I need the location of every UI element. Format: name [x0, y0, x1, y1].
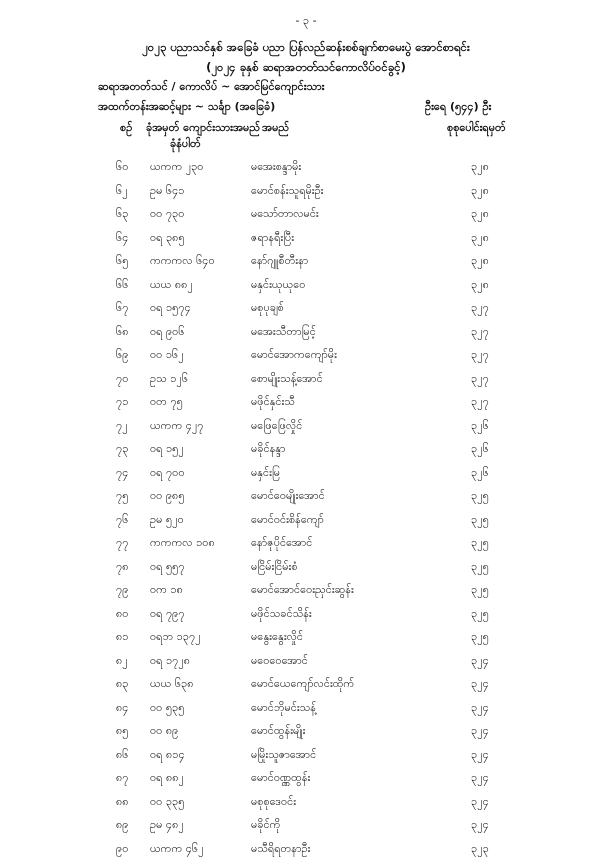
total-score: ၃၂၄ [471, 701, 489, 717]
table-row [0, 344, 612, 368]
student-name: မနှင်းမြ [251, 466, 280, 482]
table-row [0, 321, 612, 345]
row-number: ၆၉ [116, 348, 128, 364]
student-name: မနှင်းယုယုဝေ [251, 278, 305, 294]
row-number: ၇၅ [116, 489, 128, 505]
total-score: ၃၂၆ [471, 466, 489, 482]
roll-number: ဝရ ၉၀၆ [150, 325, 185, 341]
total-score: ၃၂၈ [471, 160, 489, 176]
document-title: ၂၀၂၃ ပညာသင်နှစ် အခြေခံ ပညာ ပြန်လည်ဆန်းစစ်ချက်စာမေးပွဲ အောင်စာရင်း [0, 40, 612, 57]
table-row [0, 650, 612, 674]
table-row [0, 156, 612, 180]
row-number: ၇၃ [116, 442, 128, 458]
row-number: ၇၄ [116, 466, 128, 482]
total-score: ၃၂၄ [471, 748, 489, 764]
student-name: မောင်ဝင်းစိန်ကျော် [251, 513, 324, 529]
roll-number: ဥမ ၄၈၂ [150, 818, 184, 834]
student-name: မမြိုးသူဇာအောင် [251, 748, 316, 764]
table-row [0, 603, 612, 627]
table-row [0, 697, 612, 721]
header-roll-number: ခုံနံပါတ် [170, 137, 201, 153]
total-score: ၃၂၇ [471, 348, 489, 364]
row-number: ၇၁ [116, 395, 128, 411]
total-score: ၃၂၅ [471, 560, 489, 576]
total-score: ၃၂၈ [471, 231, 489, 247]
table-row [0, 579, 612, 603]
student-name: မစုစုဒေဝင်း [251, 795, 296, 811]
table-row [0, 556, 612, 580]
total-score: ၃၂၇ [471, 372, 489, 388]
total-score: ၃၂၈ [471, 254, 489, 270]
student-name: မောင်ယေကျော်လင်းထိုက် [251, 677, 354, 693]
roll-number: ဝဝ ၁၆၂ [150, 348, 184, 364]
student-name: မဖိုင်နှင်းသီ [251, 395, 295, 411]
subject-total: ဦးရေ (၅၄၄) ဦး [425, 100, 491, 116]
header-roll: ခုံအမှတ် ကျောင်းသားအမည် [146, 121, 260, 137]
row-number: ၆၅ [116, 254, 128, 270]
total-score: ၃၂၅ [471, 513, 489, 529]
row-number: ၇၈ [116, 560, 128, 576]
total-score: ၃၂၄ [471, 724, 489, 740]
header-name: အမည် [262, 121, 289, 137]
student-name: မအေးစန္ဒာမိုး [251, 160, 301, 176]
roll-number: ယယ ၈၈၂ [150, 278, 193, 294]
table-row [0, 767, 612, 791]
total-score: ၃၂၅ [471, 630, 489, 646]
student-name: နော်ဇုပိုင်အောင် [251, 536, 312, 552]
roll-number: ဝက ၁၈ [150, 583, 183, 599]
table-row [0, 626, 612, 650]
row-number: ၆၃ [116, 207, 128, 223]
student-name: မောင်အောင်ဝေးညှင်းဆွန်း [251, 583, 354, 599]
row-number: ၆၆ [116, 278, 128, 294]
row-number: ၈၁ [116, 630, 128, 646]
roll-number: ဝရ ၃၈၅ [150, 231, 185, 247]
row-number: ၈၅ [116, 724, 128, 740]
header-total: စုစုပေါင်းရမှတ် [447, 121, 506, 137]
table-row [0, 509, 612, 533]
student-name: မခိုင်နန္ဒာ [251, 442, 285, 458]
total-score: ၃၂၈ [471, 278, 489, 294]
row-number: ၈၀ [116, 607, 128, 623]
roll-number: ယကက ၂၃၀ [150, 160, 203, 176]
table-row [0, 744, 612, 768]
student-name: မောင်ဝေမျိုးအောင် [251, 489, 325, 505]
header-no: စဉ် [120, 121, 132, 137]
table-row [0, 180, 612, 204]
student-name: မောင်ထွန်းမျိုး [251, 724, 305, 740]
total-score: ၃၂၄ [471, 677, 489, 693]
total-score: ၃၂၄ [471, 795, 489, 811]
roll-number: ကကကလ ၁၀၈ [150, 536, 215, 552]
roll-number: ဝဝ ၃၃၅ [150, 795, 184, 811]
table-row [0, 274, 612, 298]
row-number: ၆၂ [116, 184, 128, 200]
row-number: ၆၄ [116, 231, 128, 247]
roll-number: ကကကလ ၆၄၀ [150, 254, 215, 270]
roll-number: ဝဝ ၉၈၅ [150, 489, 185, 505]
row-number: ၆၀ [116, 160, 128, 176]
roll-number: ဝရ ၁၇၂၈ [150, 654, 190, 670]
table-row [0, 720, 612, 744]
roll-number: ဝဝ ၅၃၅ [150, 701, 184, 717]
section-heading: ဆရာအတတ်သင် / ကောလိပ် ~ အောင်မြင်ကျောင်းသား [98, 80, 324, 96]
total-score: ၃၂၅ [471, 607, 489, 623]
table-row [0, 415, 612, 439]
row-number: ၆၇ [116, 301, 128, 317]
student-name: မနွေးနွေးလှိုင် [251, 630, 303, 646]
roll-number: ဝရဘ ၁၃၇၂ [150, 630, 201, 646]
table-row [0, 391, 612, 415]
row-number: ၇၇ [116, 536, 128, 552]
total-score: ၃၂၅ [471, 489, 489, 505]
roll-number: ဝရ ၁၅၂ [150, 442, 184, 458]
roll-number: ဝဝ ၇၃၀ [150, 207, 184, 223]
table-row [0, 438, 612, 462]
roll-number: ဝရ ၇၉၇ [150, 607, 185, 623]
results-list [0, 156, 612, 861]
row-number: ၇၂ [116, 419, 128, 435]
school-heading: အထက်တန်းအဆင့်များ ~ သင်္ချာ (အခြေခံ) [98, 100, 275, 116]
row-number: ၇၀ [116, 372, 128, 388]
student-name: စောမျိုးသန့်အောင် [251, 372, 323, 388]
roll-number: ဝဝ ၈၉ [150, 724, 178, 740]
row-number: ၈၇ [116, 771, 128, 787]
total-score: ၃၂၄ [471, 771, 489, 787]
table-row [0, 250, 612, 274]
row-number: ၇၉ [116, 583, 128, 599]
student-name: မောင်ဝဏ္ဏထွန်း [251, 771, 310, 787]
roll-number: ဝတ ၇၅ [150, 395, 183, 411]
student-name: မစုပုချစ် [251, 301, 284, 317]
table-row [0, 485, 612, 509]
roll-number: ယကက ၄၆၂ [150, 842, 203, 858]
total-score: ၃၂၄ [471, 654, 489, 670]
table-row [0, 203, 612, 227]
table-row [0, 368, 612, 392]
roll-number: ဥမ ၆၄၁ [150, 184, 184, 200]
total-score: ၃၂၅ [471, 536, 489, 552]
roll-number: ဥမ ၅၂၀ [150, 513, 184, 529]
student-name: မခိုင်ကို [251, 818, 280, 834]
row-number: ၈၆ [116, 748, 128, 764]
table-row [0, 532, 612, 556]
row-number: ၈၃ [116, 677, 128, 693]
row-number: ၈၉ [116, 818, 128, 834]
total-score: ၃၂၄ [471, 818, 489, 834]
document-subtitle: (၂၀၂၄ ခုနှစ် ဆရာအတတ်သင်ကောလိပ်ဝင်ခွင့်) [0, 60, 612, 77]
student-name: မဖိုင်သခင်သိန်း [251, 607, 312, 623]
student-name: မသီရိရတနာဦး [251, 842, 310, 858]
page-number: - ၃ - [0, 14, 612, 30]
table-row [0, 297, 612, 321]
total-score: ၃၂၆ [471, 419, 489, 435]
total-score: ၃၂၆ [471, 442, 489, 458]
table-row [0, 814, 612, 838]
total-score: ၃၂၇ [471, 395, 489, 411]
total-score: ၃၂၃ [471, 842, 489, 858]
roll-number: ဝရ ၈၈၂ [150, 771, 184, 787]
row-number: ၈၄ [116, 701, 128, 717]
total-score: ၃၂၈ [471, 207, 489, 223]
roll-number: ဥသ ၁၂၆ [150, 372, 188, 388]
row-number: ၉၀ [116, 842, 128, 858]
student-name: မသော်တာလမင်း [251, 207, 319, 223]
student-name: နော်ဂျူစီတီးနာ [251, 254, 308, 270]
roll-number: ဝရ ၁၅၇၄ [150, 301, 191, 317]
student-name: ဇရာနရီးပြီး [251, 231, 294, 247]
student-name: မဝေဝေအောင် [251, 654, 308, 670]
roll-number: ဝရ ၈၁၄ [150, 748, 185, 764]
total-score: ၃၂၇ [471, 301, 489, 317]
table-row [0, 838, 612, 861]
roll-number: ယကက ၄၂၇ [150, 419, 203, 435]
table-row [0, 462, 612, 486]
student-name: မောင်စန်းသူရမိုးဦး [251, 184, 323, 200]
row-number: ၇၆ [116, 513, 128, 529]
student-name: မောင်အောကကျော်မိုး [251, 348, 337, 364]
row-number: ၈၂ [116, 654, 128, 670]
row-number: ၆၈ [116, 325, 128, 341]
student-name: မဖြေဖြေလှိုင် [251, 419, 302, 435]
row-number: ၈၈ [116, 795, 129, 811]
student-name: မငြိမ်းငြိမ်းစံ [251, 560, 298, 576]
table-row [0, 673, 612, 697]
student-name: မအေးသီတာမြင့် [251, 325, 316, 341]
total-score: ၃၂၇ [471, 325, 489, 341]
table-row [0, 227, 612, 251]
table-row [0, 791, 612, 815]
roll-number: ယယ ၆၃၈ [150, 677, 194, 693]
roll-number: ဝရ ၅၅၇ [150, 560, 185, 576]
total-score: ၃၂၅ [471, 583, 489, 599]
total-score: ၃၂၈ [471, 184, 489, 200]
roll-number: ဝရ ၇၀၀ [150, 466, 185, 482]
student-name: မောင်ဘိုမင်းသန့် [251, 701, 316, 717]
